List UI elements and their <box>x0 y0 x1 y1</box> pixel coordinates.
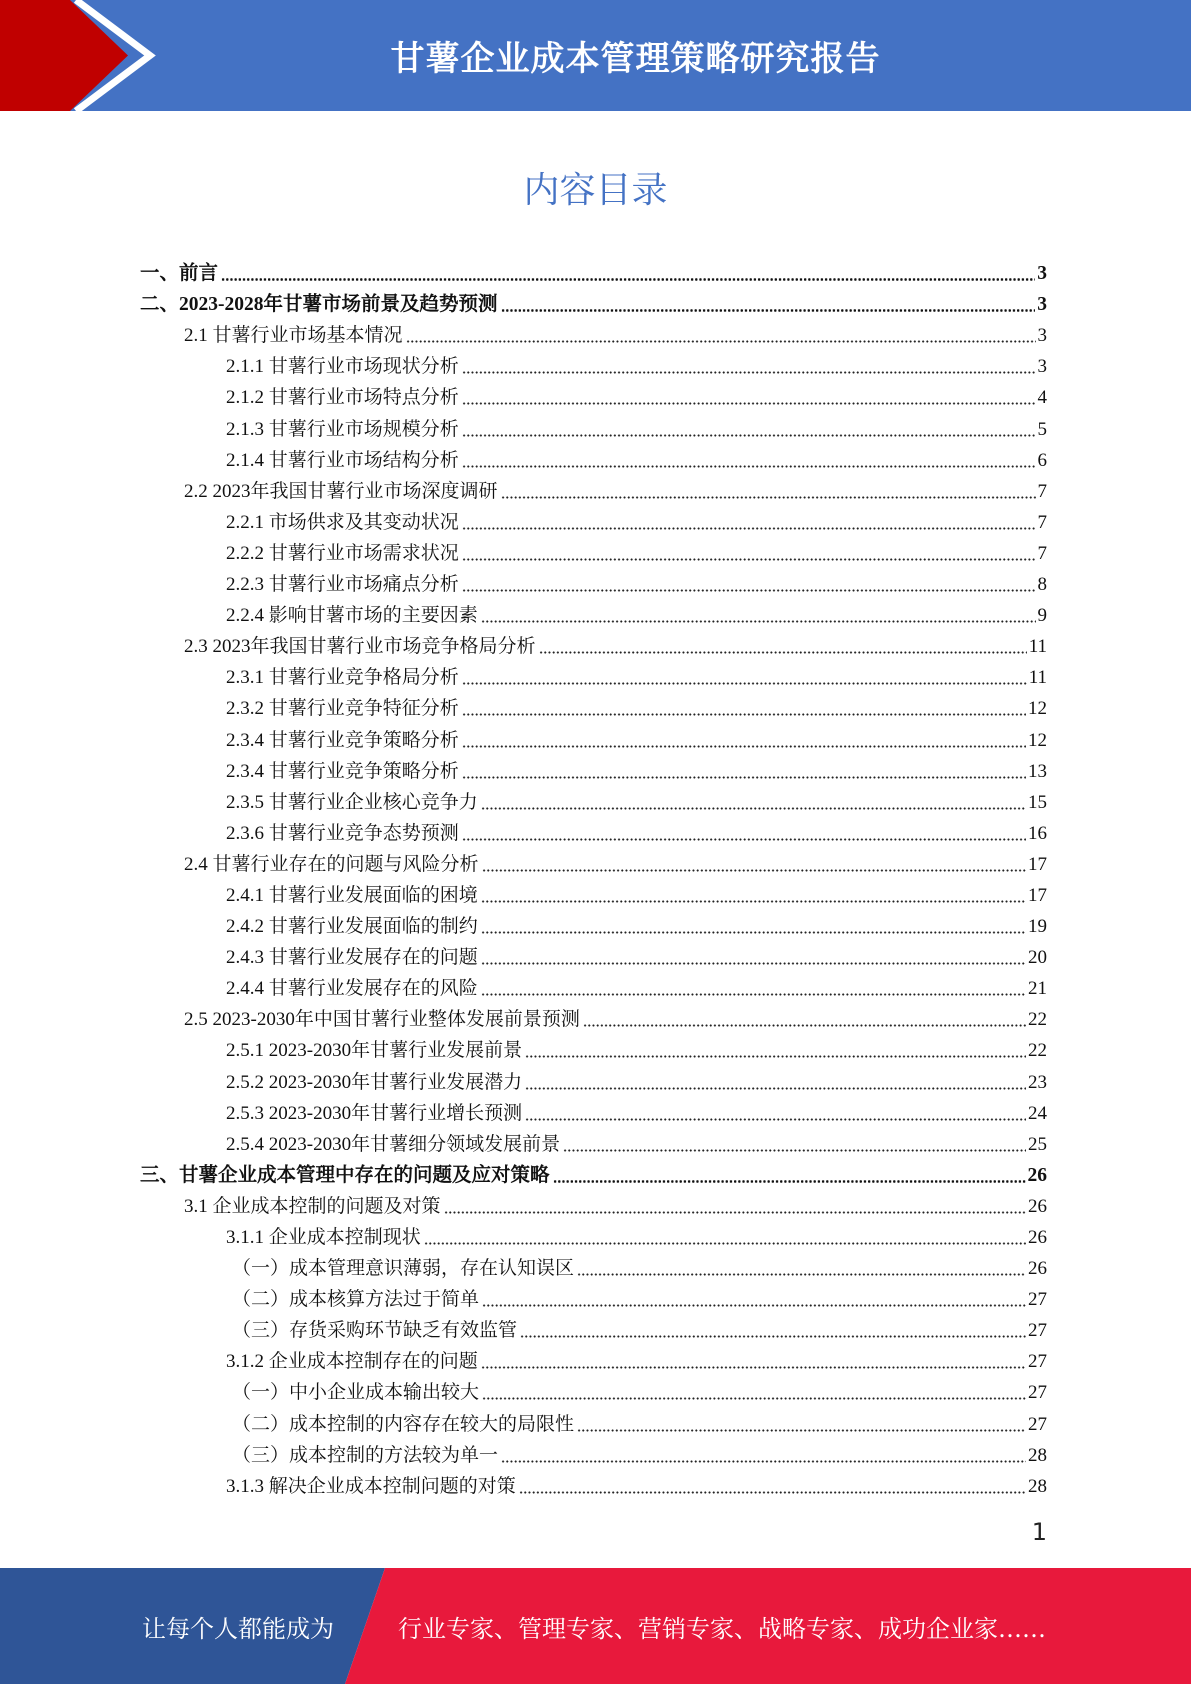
toc-entry[interactable] <box>140 565 1047 596</box>
toc-entry[interactable] <box>140 845 1047 876</box>
toc-dot-leader <box>525 1087 1026 1090</box>
toc-entry[interactable] <box>140 752 1047 783</box>
toc-entry-page: 3 <box>1037 294 1047 316</box>
toc-entry[interactable] <box>140 1000 1047 1031</box>
toc-entry-title: 2.3.1 甘薯行业竞争格局分析 <box>226 667 459 689</box>
toc-entry-page: 17 <box>1028 853 1047 875</box>
toc-dot-leader <box>577 1273 1026 1276</box>
toc-entry[interactable] <box>140 1094 1047 1125</box>
toc-entry[interactable] <box>140 907 1047 938</box>
toc-entry-page: 22 <box>1028 1009 1047 1031</box>
table-of-contents <box>140 254 1047 1498</box>
toc-entry[interactable] <box>140 285 1047 316</box>
toc-entry-title: 2.4.2 甘薯行业发展面临的制约 <box>226 916 478 938</box>
toc-dot-leader <box>406 340 1036 343</box>
toc-entry[interactable] <box>140 1436 1047 1467</box>
toc-dot-leader <box>462 838 1026 841</box>
toc-entry-title: （二）成本核算方法过于简单 <box>232 1289 480 1311</box>
toc-entry[interactable] <box>140 316 1047 347</box>
toc-entry[interactable] <box>140 689 1047 720</box>
toc-dot-leader <box>481 993 1026 996</box>
toc-heading: 内容目录 <box>523 170 668 211</box>
toc-dot-leader <box>481 807 1026 810</box>
toc-dot-leader <box>444 1211 1026 1214</box>
toc-entry-page: 22 <box>1028 1040 1047 1062</box>
toc-entry-page: 26 <box>1027 1164 1047 1186</box>
toc-entry-title: 三、甘薯企业成本管理中存在的问题及应对策略 <box>140 1164 550 1186</box>
toc-entry[interactable] <box>140 1218 1047 1249</box>
toc-entry-title: 2.1 甘薯行业市场基本情况 <box>184 325 403 347</box>
toc-entry[interactable] <box>140 1342 1047 1373</box>
toc-dot-leader <box>424 1242 1026 1245</box>
toc-entry-page: 17 <box>1028 884 1047 906</box>
report-title: 甘薯企业成本管理策略研究报告 <box>390 39 881 79</box>
toc-dot-leader <box>462 682 1027 685</box>
toc-entry-title: 2.4.4 甘薯行业发展存在的风险 <box>226 978 478 1000</box>
toc-dot-leader <box>462 589 1036 592</box>
toc-entry-title: （一）成本管理意识薄弱，存在认知误区 <box>232 1258 575 1280</box>
toc-dot-leader <box>462 527 1036 530</box>
toc-entry-title: 2.3 2023年我国甘薯行业市场竞争格局分析 <box>184 636 536 658</box>
toc-entry-page: 3 <box>1037 356 1047 378</box>
toc-entry[interactable] <box>140 378 1047 409</box>
toc-dot-leader <box>482 1397 1026 1400</box>
toc-entry-title: 2.3.6 甘薯行业竞争态势预测 <box>226 822 459 844</box>
toc-entry-title: 3.1 企业成本控制的问题及对策 <box>184 1195 441 1217</box>
toc-dot-leader <box>462 776 1026 779</box>
toc-dot-leader <box>462 713 1026 716</box>
toc-dot-leader <box>525 1055 1026 1058</box>
toc-entry[interactable] <box>140 783 1047 814</box>
toc-entry-page: 9 <box>1037 605 1047 627</box>
header-band <box>0 0 1191 111</box>
toc-entry-title: 2.4.1 甘薯行业发展面临的困境 <box>226 884 478 906</box>
toc-dot-leader <box>462 558 1036 561</box>
toc-entry[interactable] <box>140 1125 1047 1156</box>
toc-entry[interactable] <box>140 876 1047 907</box>
toc-entry[interactable] <box>140 534 1047 565</box>
toc-entry-page: 3 <box>1037 263 1047 285</box>
toc-entry-title: （一）中小企业成本输出较大 <box>232 1382 480 1404</box>
toc-entry-page: 12 <box>1028 729 1047 751</box>
toc-entry[interactable] <box>140 1467 1047 1498</box>
toc-entry-title: 2.5.3 2023-2030年甘薯行业增长预测 <box>226 1102 523 1124</box>
toc-dot-leader <box>462 402 1036 405</box>
toc-dot-leader <box>553 1180 1026 1183</box>
toc-entry-title: 2.1.3 甘薯行业市场规模分析 <box>226 418 459 440</box>
toc-entry-page: 11 <box>1028 667 1047 689</box>
toc-entry[interactable] <box>140 938 1047 969</box>
toc-entry[interactable] <box>140 658 1047 689</box>
toc-entry-title: 二、2023-2028年甘薯市场前景及趋势预测 <box>140 294 498 316</box>
footer-slogan-right: 行业专家、管理专家、营销专家、战略专家、成功企业家…… <box>398 1614 1046 1643</box>
toc-entry-page: 11 <box>1028 636 1047 658</box>
toc-entry-title: 2.2.3 甘薯行业市场痛点分析 <box>226 574 459 596</box>
toc-dot-leader <box>520 1335 1026 1338</box>
toc-entry-title: 2.2.2 甘薯行业市场需求状况 <box>226 542 459 564</box>
toc-dot-leader <box>462 371 1036 374</box>
toc-entry-page: 20 <box>1028 947 1047 969</box>
toc-entry-page: 19 <box>1028 916 1047 938</box>
toc-entry-title: 2.2.4 影响甘薯市场的主要因素 <box>226 605 478 627</box>
toc-entry-page: 25 <box>1028 1133 1047 1155</box>
toc-dot-leader <box>501 309 1036 312</box>
toc-entry-title: （三）成本控制的方法较为单一 <box>232 1444 499 1466</box>
toc-entry[interactable] <box>140 1280 1047 1311</box>
toc-entry-title: 2.3.5 甘薯行业企业核心竞争力 <box>226 791 478 813</box>
toc-entry-title: 2.3.2 甘薯行业竞争特征分析 <box>226 698 459 720</box>
toc-entry[interactable] <box>140 1156 1047 1187</box>
toc-dot-leader <box>519 1491 1026 1494</box>
page-number: 1 <box>1031 1518 1047 1546</box>
toc-entry-page: 24 <box>1028 1102 1047 1124</box>
toc-entry-page: 27 <box>1028 1320 1047 1342</box>
toc-entry[interactable] <box>140 1249 1047 1280</box>
toc-dot-leader <box>481 962 1026 965</box>
toc-entry-page: 27 <box>1028 1382 1047 1404</box>
toc-entry[interactable] <box>140 409 1047 440</box>
toc-entry-page: 5 <box>1037 418 1047 440</box>
toc-entry[interactable] <box>140 1187 1047 1218</box>
toc-entry[interactable] <box>140 627 1047 658</box>
toc-entry[interactable] <box>140 441 1047 472</box>
toc-entry-page: 3 <box>1037 325 1047 347</box>
toc-entry-title: 2.1.1 甘薯行业市场现状分析 <box>226 356 459 378</box>
toc-entry-title: （三）存货采购环节缺乏有效监管 <box>232 1320 518 1342</box>
red-arrow-icon <box>0 0 160 111</box>
toc-entry-page: 26 <box>1028 1227 1047 1248</box>
toc-entry-page: 27 <box>1028 1289 1047 1311</box>
toc-entry-title: 一、前言 <box>140 263 219 285</box>
toc-dot-leader <box>462 745 1026 748</box>
toc-dot-leader <box>481 900 1026 903</box>
toc-entry-title: （二）成本控制的内容存在较大的局限性 <box>232 1413 575 1435</box>
toc-entry-title: 2.2.1 市场供求及其变动状况 <box>226 511 459 533</box>
toc-entry-title: 2.5 2023-2030年中国甘薯行业整体发展前景预测 <box>184 1009 580 1031</box>
footer-band <box>0 1568 1191 1684</box>
toc-dot-leader <box>583 1024 1026 1027</box>
toc-dot-leader <box>462 465 1036 468</box>
toc-entry-page: 16 <box>1028 822 1047 844</box>
toc-entry[interactable] <box>140 596 1047 627</box>
toc-dot-leader <box>501 496 1036 499</box>
toc-dot-leader <box>221 278 1035 281</box>
toc-dot-leader <box>482 869 1026 872</box>
toc-entry-title: 2.1.2 甘薯行业市场特点分析 <box>226 387 459 409</box>
toc-entry-page: 13 <box>1028 760 1047 782</box>
toc-dot-leader <box>482 1304 1026 1307</box>
toc-entry-page: 12 <box>1028 698 1047 720</box>
toc-entry[interactable] <box>140 472 1047 503</box>
toc-entry-title: 3.1.2 企业成本控制存在的问题 <box>226 1351 478 1373</box>
toc-entry-title: 2.5.1 2023-2030年甘薯行业发展前景 <box>226 1040 523 1062</box>
toc-entry-page: 4 <box>1037 387 1047 409</box>
toc-dot-leader <box>481 1366 1026 1369</box>
toc-entry-title: 2.1.4 甘薯行业市场结构分析 <box>226 449 459 471</box>
toc-entry-page: 26 <box>1028 1195 1047 1217</box>
toc-entry-title: 2.4.3 甘薯行业发展存在的问题 <box>226 947 478 969</box>
toc-entry[interactable] <box>140 503 1047 534</box>
toc-dot-leader <box>462 434 1036 437</box>
toc-entry-title: 2.2 2023年我国甘薯行业市场深度调研 <box>184 480 498 502</box>
toc-entry-page: 26 <box>1028 1258 1047 1280</box>
toc-entry[interactable] <box>140 720 1047 751</box>
footer-slogan-left: 让每个人都能成为 <box>142 1614 334 1643</box>
toc-entry-page: 15 <box>1028 791 1047 813</box>
toc-dot-leader <box>481 620 1036 623</box>
toc-dot-leader <box>563 1149 1026 1152</box>
toc-dot-leader <box>539 651 1027 654</box>
toc-entry-page: 28 <box>1028 1475 1047 1497</box>
toc-entry-title: 2.5.4 2023-2030年甘薯细分领域发展前景 <box>226 1133 561 1155</box>
toc-dot-leader <box>525 1118 1026 1121</box>
toc-entry-title: 2.3.4 甘薯行业竞争策略分析 <box>226 760 459 782</box>
toc-dot-leader <box>481 931 1026 934</box>
toc-entry[interactable] <box>140 969 1047 1000</box>
toc-entry[interactable] <box>140 814 1047 845</box>
toc-entry-page: 6 <box>1037 449 1047 471</box>
toc-entry-title: 2.5.2 2023-2030年甘薯行业发展潜力 <box>226 1071 523 1093</box>
toc-entry-page: 7 <box>1037 511 1047 533</box>
toc-entry[interactable] <box>140 1062 1047 1093</box>
toc-entry-page: 27 <box>1028 1351 1047 1373</box>
toc-entry-page: 27 <box>1028 1413 1047 1435</box>
toc-entry-page: 7 <box>1037 542 1047 564</box>
toc-entry[interactable] <box>140 1404 1047 1435</box>
toc-dot-leader <box>577 1429 1026 1432</box>
toc-entry-page: 21 <box>1028 978 1047 1000</box>
toc-entry-page: 23 <box>1028 1071 1047 1093</box>
toc-entry[interactable] <box>140 1031 1047 1062</box>
toc-entry-title: 2.3.4 甘薯行业竞争策略分析 <box>226 729 459 751</box>
toc-entry-page: 28 <box>1028 1444 1047 1466</box>
toc-entry-title: 2.4 甘薯行业存在的问题与风险分析 <box>184 853 479 875</box>
toc-entry[interactable] <box>140 254 1047 285</box>
toc-entry-title: 3.1.1 企业成本控制现状 <box>226 1227 421 1248</box>
toc-entry-title: 3.1.3 解决企业成本控制问题的对策 <box>226 1475 516 1497</box>
toc-entry[interactable] <box>140 347 1047 378</box>
toc-entry-page: 7 <box>1037 480 1047 502</box>
toc-entry-page: 8 <box>1037 574 1047 596</box>
toc-entry[interactable] <box>140 1373 1047 1404</box>
toc-entry[interactable] <box>140 1311 1047 1342</box>
toc-dot-leader <box>501 1460 1026 1463</box>
